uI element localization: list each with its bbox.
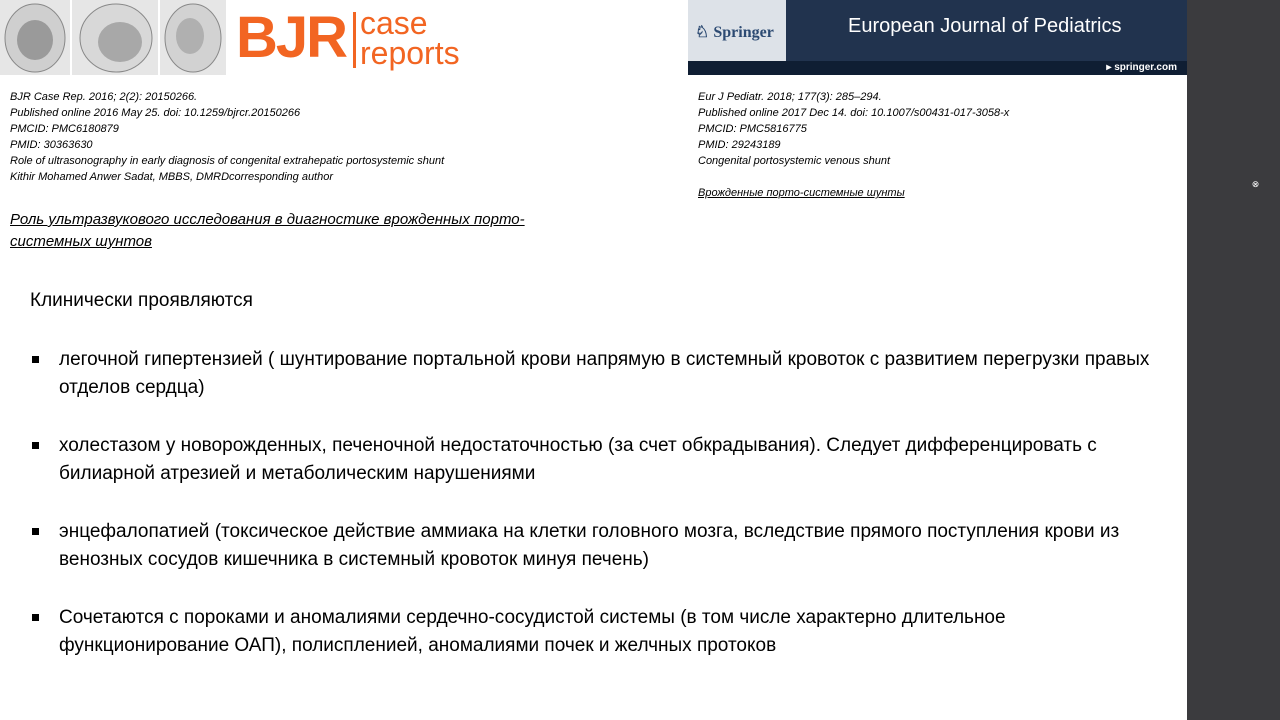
- ref-left-published: Published online 2016 May 25. doi: 10.1259/bjrcr.20150266: [10, 107, 301, 119]
- bjr-logo-text: BJR: [236, 5, 347, 70]
- ref-right-published: Published online 2017 Dec 14. doi: 10.1007/s00431-017-3058-x: [698, 107, 1010, 119]
- ref-right-title: Congenital portosystemic venous shunt: [698, 155, 890, 167]
- springer-logo-text: Springer: [713, 24, 774, 41]
- bjr-logo-reports: reports: [360, 35, 460, 71]
- ref-right-citation: Eur J Pediatr. 2018; 177(3): 285–294.: [698, 91, 882, 103]
- bullet-item: Сочетаются с пороками и аномалиями сердечно-сосудистой системы (в том числе характерно длительное функционирование ОАП), полиспленией, аномалиями почек и желчных протоков: [30, 604, 1160, 660]
- bullet-item: энцефалопатией (токсическое действие аммиака на клетки головного мозга, вследствие прямого поступления крови из венозных сосудов кишечника в системный кровоток минуя печень): [30, 518, 1160, 574]
- side-panel: [1187, 0, 1280, 720]
- close-circle-icon[interactable]: ⊗: [1251, 179, 1260, 189]
- journal-title: European Journal of Pediatrics: [848, 15, 1122, 37]
- ref-left-pmcid: PMCID: PMC6180879: [10, 123, 119, 135]
- bjr-case-reports-banner: [0, 0, 500, 75]
- mri-scan-image: [72, 0, 158, 75]
- reference-right: [698, 89, 1009, 201]
- springer-journal-banner: [688, 0, 1187, 75]
- bjr-logo-case: case: [360, 5, 428, 41]
- ref-left-pmid: PMID: 30363630: [10, 139, 93, 151]
- bullet-item: легочной гипертензией ( шунтирование портальной крови напрямую в системный кровоток с развитием перегрузки правых отделов сердца): [30, 346, 1160, 402]
- ref-left-title: Role of ultrasonography in early diagnosis of congenital extrahepatic portosystemic shunt: [10, 155, 445, 167]
- ct-scan-image: [0, 0, 70, 75]
- lead-text: Клинически проявляются: [30, 290, 253, 311]
- ref-right-pmcid: PMCID: PMC5816775: [698, 123, 807, 135]
- bullet-item: холестазом у новорожденных, печеночной недостаточностью (за счет обкрадывания). Следует дифференцировать с билиарной атрезией и метаболическим нарушениями: [30, 432, 1160, 488]
- ref-left-russian-title: Роль ультразвукового исследования в диагностике врожденных порто-системных шунтов: [10, 211, 525, 250]
- bjr-logo-subtext: [360, 5, 460, 71]
- springer-logo: [695, 22, 774, 42]
- bjr-logo-divider: [353, 12, 356, 68]
- reference-left: [10, 89, 444, 185]
- bullet-list: [30, 346, 1160, 690]
- ref-right-russian-title: Врожденные порто-системные шунты: [698, 187, 905, 199]
- ref-right-pmid: PMID: 29243189: [698, 139, 781, 151]
- ref-left-author: Kithir Mohamed Anwer Sadat, MBBS, DMRDcorresponding author: [10, 171, 334, 183]
- springer-horse-icon: ♘: [695, 24, 710, 41]
- ref-left-citation: BJR Case Rep. 2016; 2(2): 20150266.: [10, 91, 198, 103]
- springer-url: ▸ springer.com: [1106, 62, 1177, 73]
- skull-scan-image: [160, 0, 226, 75]
